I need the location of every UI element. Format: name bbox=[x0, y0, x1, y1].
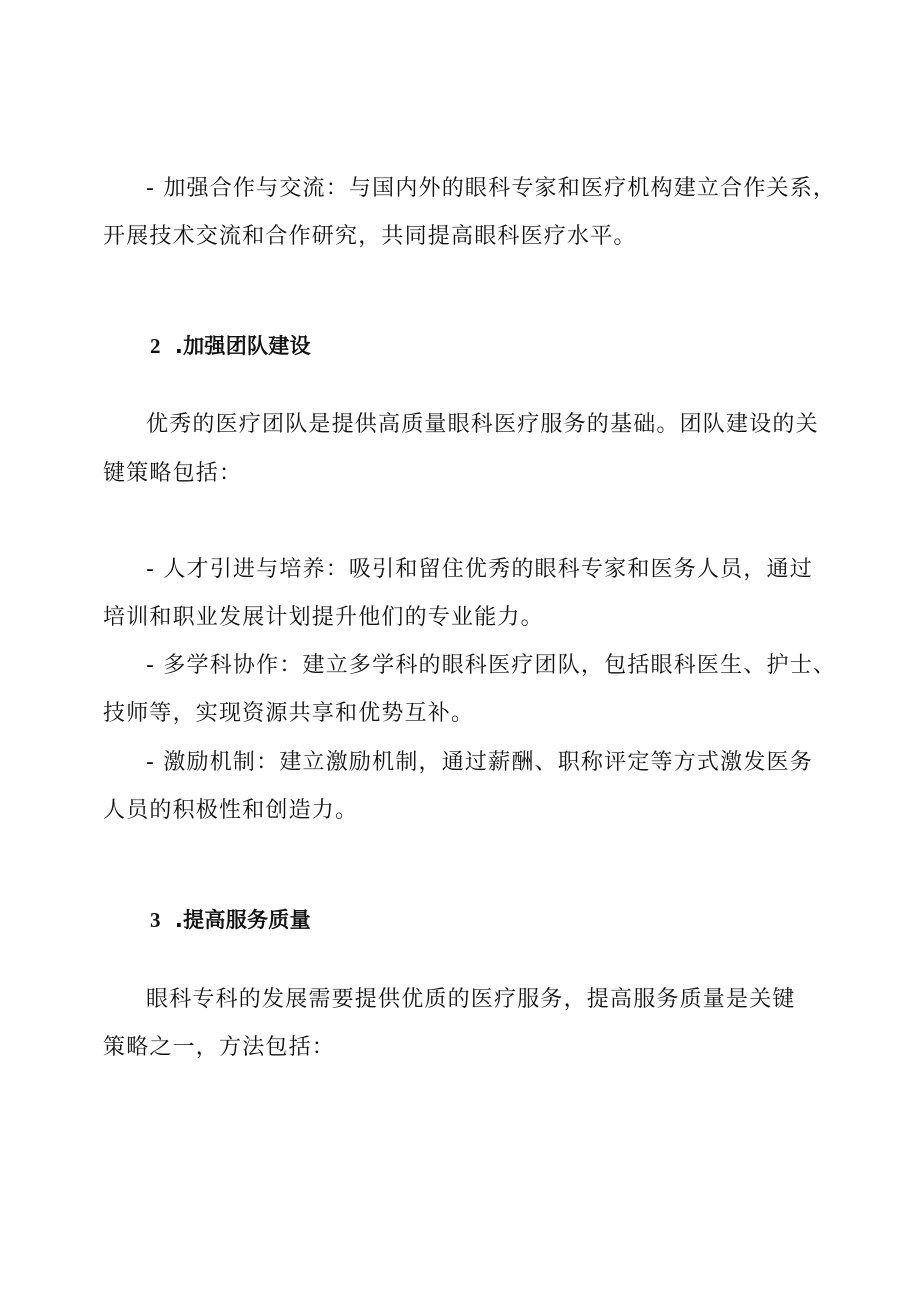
paragraph-team-line-2: 键策略包括： bbox=[103, 461, 243, 486]
bullet-multidisciplinary-line-2: 技师等，实现资源共享和优势互补。 bbox=[103, 701, 475, 726]
section-number: 2 bbox=[150, 334, 161, 358]
bullet-talent-line-1: - 人才引进与培养：吸引和留住优秀的眼科专家和医务人员，通过 bbox=[146, 557, 813, 582]
section-number: 3 bbox=[150, 908, 161, 932]
section-heading-service-quality bbox=[150, 905, 311, 935]
bullet-talent-line-2: 培训和职业发展计划提升他们的专业能力。 bbox=[103, 605, 544, 630]
section-title: .加强团队建设 bbox=[174, 334, 311, 358]
bullet-cooperation-line-2: 开展技术交流和合作研究，共同提高眼科医疗水平。 bbox=[103, 224, 637, 249]
bullet-incentive-line-2: 人员的积极性和创造力。 bbox=[103, 798, 359, 823]
section-heading-team-building bbox=[150, 331, 311, 361]
bullet-incentive-line-1: - 激励机制：建立激励机制，通过薪酬、职称评定等方式激发医务 bbox=[146, 750, 813, 775]
bullet-multidisciplinary-line-1: - 多学科协作：建立多学科的眼科医疗团队，包括眼科医生、护士、 bbox=[146, 653, 837, 678]
paragraph-service-line-1: 眼科专科的发展需要提供优质的医疗服务，提高服务质量是关键 bbox=[146, 987, 796, 1012]
bullet-cooperation-line-1: - 加强合作与交流：与国内外的眼科专家和医疗机构建立合作关系， bbox=[146, 176, 837, 201]
paragraph-team-line-1: 优秀的医疗团队是提供高质量眼科医疗服务的基础。团队建设的关 bbox=[146, 412, 819, 437]
paragraph-service-line-2: 策略之一，方法包括： bbox=[103, 1035, 336, 1060]
section-title: .提高服务质量 bbox=[174, 908, 311, 932]
